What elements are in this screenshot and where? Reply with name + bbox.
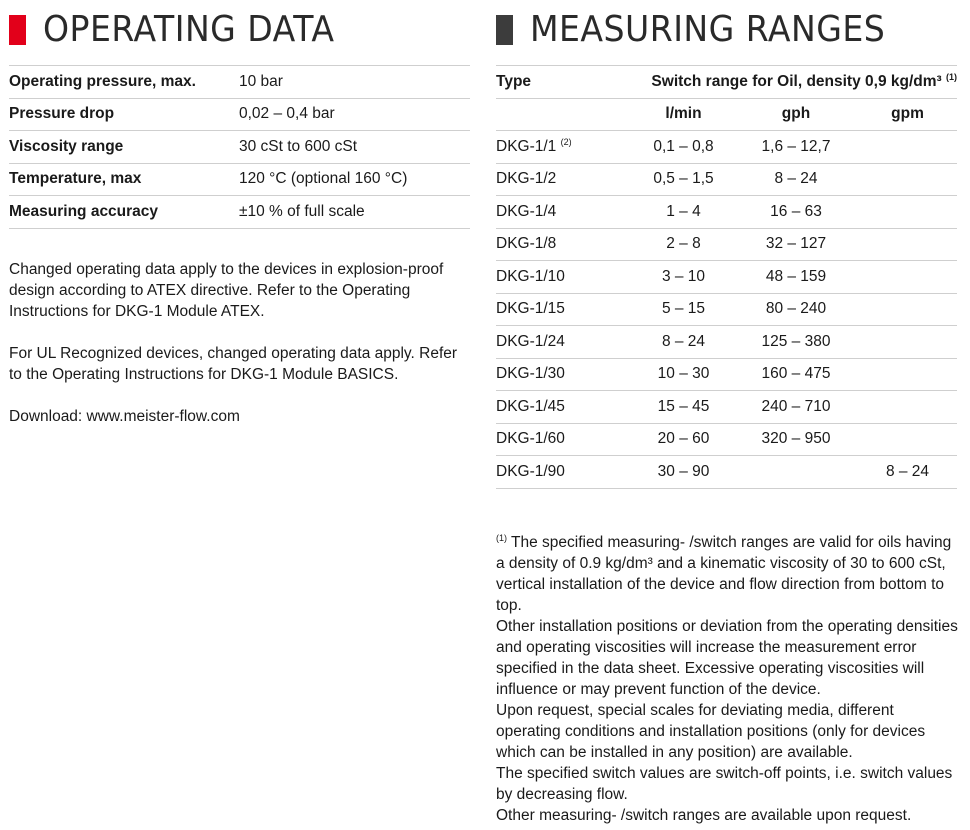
- operating-data-row: [9, 131, 470, 164]
- lmin-cell: 2 – 8: [666, 235, 701, 253]
- footnote: [496, 532, 961, 826]
- heading-accent-bar: [9, 15, 26, 45]
- type-cell-text: DKG-1/10: [496, 267, 565, 285]
- footnote-text: The specified measuring- /switch ranges are valid for oils having a density of 0.9 kg/dm³ and a kinematic viscosity of 30 to 600 cSt, vertical installation of the device and flow direction from bottom to top.: [496, 534, 952, 614]
- operating-data-label: Operating pressure, max.: [9, 72, 196, 90]
- operating-data-heading: [9, 10, 360, 50]
- table-row: [496, 261, 957, 294]
- lmin-cell: 8 – 24: [661, 332, 706, 350]
- gph-cell: 80 – 240: [765, 300, 827, 318]
- table-row: [496, 456, 957, 489]
- type-cell-text: DKG-1/4: [496, 202, 557, 220]
- type-cell-text: DKG-1/30: [496, 365, 565, 383]
- type-cell: [496, 365, 633, 383]
- type-cell: [496, 203, 633, 221]
- type-cell: [496, 268, 633, 286]
- lmin-cell: 3 – 10: [661, 267, 706, 285]
- operating-data-row: [9, 99, 470, 132]
- type-cell-text: DKG-1/2: [496, 170, 557, 188]
- type-cell: [496, 235, 633, 253]
- unit-gpm: gpm: [891, 105, 924, 123]
- footnote-marker: (2): [560, 136, 572, 147]
- heading-accent-bar: [496, 15, 513, 45]
- gph-cell: 1,6 – 12,7: [761, 137, 831, 155]
- operating-data-label: Temperature, max: [9, 170, 142, 188]
- footnote-line: Other installation positions or deviation from the operating densities and operating viscosities will increase the measurement error specified in the data sheet. Excessive operating viscosities will influence or may prevent function of the device.: [496, 618, 958, 698]
- operating-data-label: Measuring accuracy: [9, 202, 159, 220]
- operating-data-table: [9, 65, 470, 229]
- table-row: [496, 326, 957, 359]
- operating-data-value: 0,02 – 0,4 bar: [239, 105, 335, 123]
- type-cell-text: DKG-1/15: [496, 300, 565, 318]
- measuring-ranges-title: MEASURING RANGES: [530, 9, 886, 50]
- type-cell: [496, 463, 633, 481]
- table-row: [496, 131, 957, 164]
- operating-data-value: 30 cSt to 600 cSt: [239, 137, 358, 155]
- footnote-line: [496, 532, 961, 616]
- operating-data-value: ±10 % of full scale: [239, 202, 365, 220]
- table-header-row: [496, 66, 957, 99]
- operating-data-value: 120 °C (optional 160 °C): [239, 170, 408, 188]
- type-cell-text: DKG-1/60: [496, 430, 565, 448]
- footnote-line: Upon request, special scales for deviating media, different operating conditions and installation positions (only for devices which can be installed in any position) are available.: [496, 702, 926, 761]
- unit-gph: gph: [781, 105, 811, 123]
- gph-cell: 48 – 159: [765, 267, 827, 285]
- table-row: [496, 294, 957, 327]
- type-cell-text: DKG-1/90: [496, 462, 565, 480]
- table-row: [496, 196, 957, 229]
- lmin-cell: 30 – 90: [657, 462, 710, 480]
- gph-cell: 125 – 380: [761, 332, 831, 350]
- lmin-cell: 15 – 45: [657, 397, 710, 415]
- table-row: [496, 229, 957, 262]
- unit-lmin: l/min: [665, 105, 702, 123]
- table-row: [496, 359, 957, 392]
- operating-data-row: [9, 164, 470, 197]
- operating-data-label: Viscosity range: [9, 137, 124, 155]
- lmin-cell: 10 – 30: [657, 365, 710, 383]
- table-row: [496, 424, 957, 457]
- lmin-cell: 20 – 60: [657, 430, 710, 448]
- footnote-marker: (1): [946, 71, 957, 82]
- gph-cell: 8 – 24: [774, 170, 818, 188]
- operating-data-value: 10 bar: [239, 72, 283, 90]
- type-cell-text: DKG-1/8: [496, 235, 557, 253]
- lmin-cell: 0,1 – 0,8: [653, 137, 714, 155]
- type-cell: [496, 170, 633, 188]
- footnote-line: The specified switch values are switch-off points, i.e. switch values by decreasing flow.: [496, 765, 953, 803]
- lmin-cell: 1 – 4: [666, 202, 701, 220]
- switch-range-header: [633, 73, 957, 91]
- type-cell-text: DKG-1/24: [496, 332, 565, 350]
- switch-range-header-text: Switch range for Oil, density 0,9 kg/dm³: [651, 72, 942, 90]
- measuring-ranges-heading: [496, 10, 916, 50]
- lmin-cell: 5 – 15: [661, 300, 706, 318]
- lmin-cell: 0,5 – 1,5: [653, 170, 714, 188]
- operating-data-title: OPERATING DATA: [43, 9, 335, 50]
- download-note: Download: www.meister-flow.com: [9, 408, 240, 425]
- ranges-body: [496, 131, 957, 489]
- gph-cell: 160 – 475: [761, 365, 831, 383]
- type-cell-text: DKG-1/1: [496, 137, 557, 155]
- type-header: Type: [496, 72, 532, 90]
- type-cell: [496, 430, 633, 448]
- type-cell: [496, 398, 633, 416]
- type-cell: [496, 333, 633, 351]
- gph-cell: 32 – 127: [765, 235, 827, 253]
- type-cell: [496, 300, 633, 318]
- footnote-marker: (1): [496, 532, 507, 543]
- table-row: [496, 391, 957, 424]
- measuring-ranges-table: [496, 65, 957, 489]
- operating-data-row: [9, 66, 470, 99]
- type-cell-text: DKG-1/45: [496, 397, 565, 415]
- footnote-line: Other measuring- /switch ranges are available upon request.: [496, 807, 912, 824]
- atex-note: Changed operating data apply to the devices in explosion-proof design according to ATEX directive. Refer to the Operating Instructions for DKG-1 Module ATEX.: [9, 261, 444, 320]
- gpm-cell: 8 – 24: [885, 462, 930, 480]
- table-row: [496, 164, 957, 197]
- operating-data-row: [9, 196, 470, 229]
- units-header-row: [496, 99, 957, 132]
- ul-note: For UL Recognized devices, changed operating data apply. Refer to the Operating Instructions for DKG-1 Module BASICS.: [9, 345, 458, 383]
- operating-data-label: Pressure drop: [9, 105, 115, 123]
- gph-cell: 320 – 950: [761, 430, 831, 448]
- gph-cell: 16 – 63: [770, 202, 822, 220]
- type-cell: [496, 138, 633, 156]
- operating-notes: [9, 259, 474, 448]
- gph-cell: 240 – 710: [761, 397, 831, 415]
